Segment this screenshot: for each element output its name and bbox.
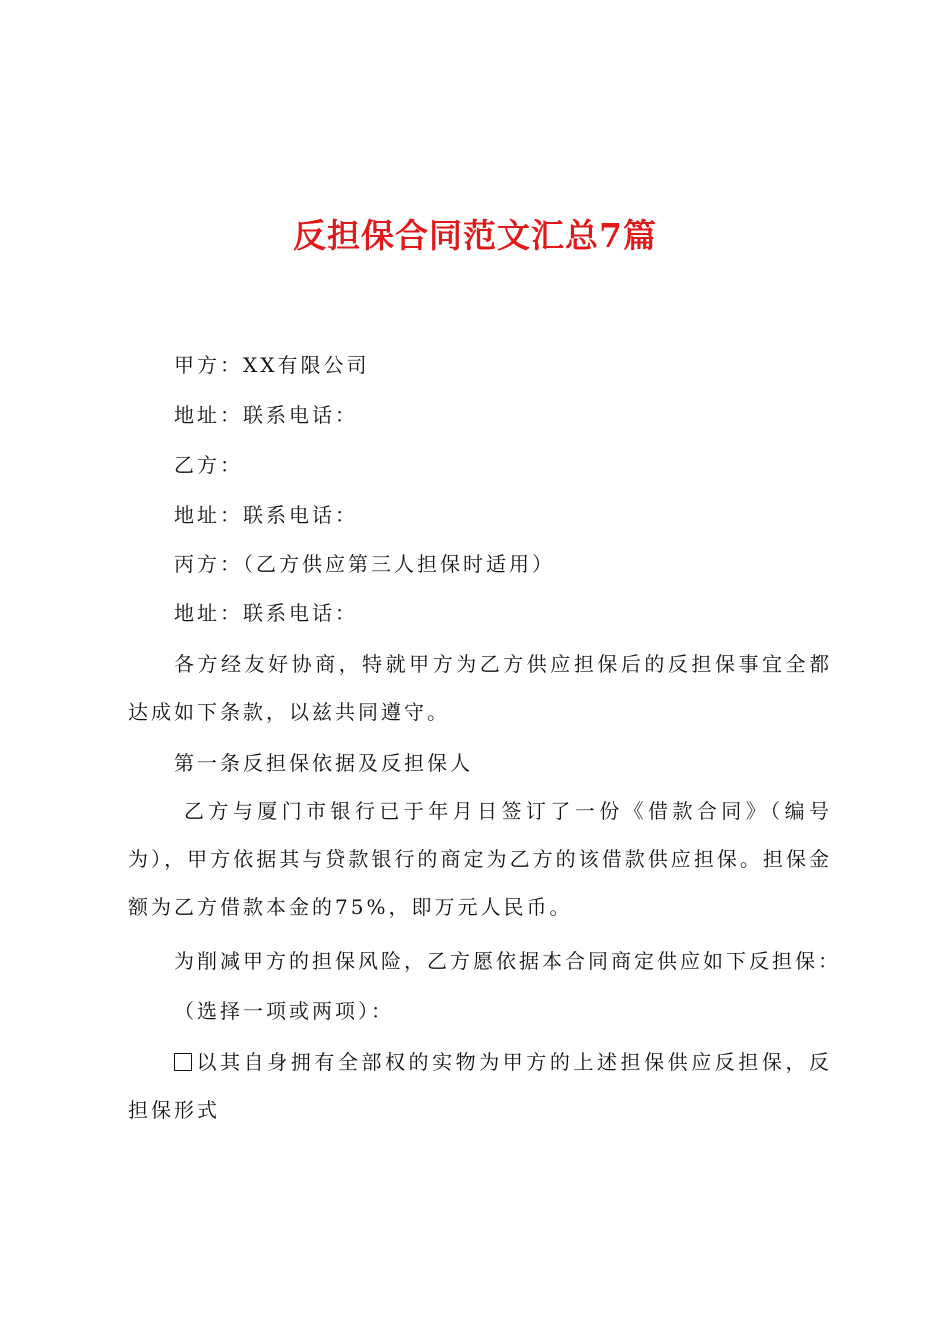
party-b-address-line: 地址：联系电话： bbox=[174, 503, 358, 527]
option-1-text: 以其自身拥有全部权的实物为甲方的上述担保供应反担保，反担保形式 bbox=[128, 1050, 832, 1122]
choose-option-line: （选择一项或两项）： bbox=[174, 999, 394, 1023]
checkbox-icon[interactable] bbox=[174, 1053, 192, 1071]
party-b-line: 乙方： bbox=[174, 453, 243, 477]
article-1-paragraph: 乙方与厦门市银行已于年月日签订了一份《借款合同》（编号为），甲方依据其与贷款银行的商定为乙方的该借款供应担保。担保金额为乙方借款本金的75%，即万元人民币。 bbox=[128, 799, 832, 919]
document-title: 反担保合同范文汇总7篇 bbox=[293, 216, 657, 255]
party-c-address-line: 地址：联系电话： bbox=[174, 601, 358, 625]
option-1-paragraph bbox=[128, 1038, 832, 1134]
party-a-line: 甲方：XX有限公司 bbox=[174, 353, 370, 377]
reduce-risk-line: 为削减甲方的担保风险，乙方愿依据本合同商定供应如下反担保： bbox=[174, 949, 841, 973]
intro-paragraph: 各方经友好协商，特就甲方为乙方供应担保后的反担保事宜全都达成如下条款，以兹共同遵守。 bbox=[128, 652, 832, 724]
party-c-line: 丙方：（乙方供应第三人担保时适用） bbox=[174, 552, 555, 576]
party-a-address-line: 地址：联系电话： bbox=[174, 403, 358, 427]
article-1-heading: 第一条反担保依据及反担保人 bbox=[174, 751, 473, 775]
